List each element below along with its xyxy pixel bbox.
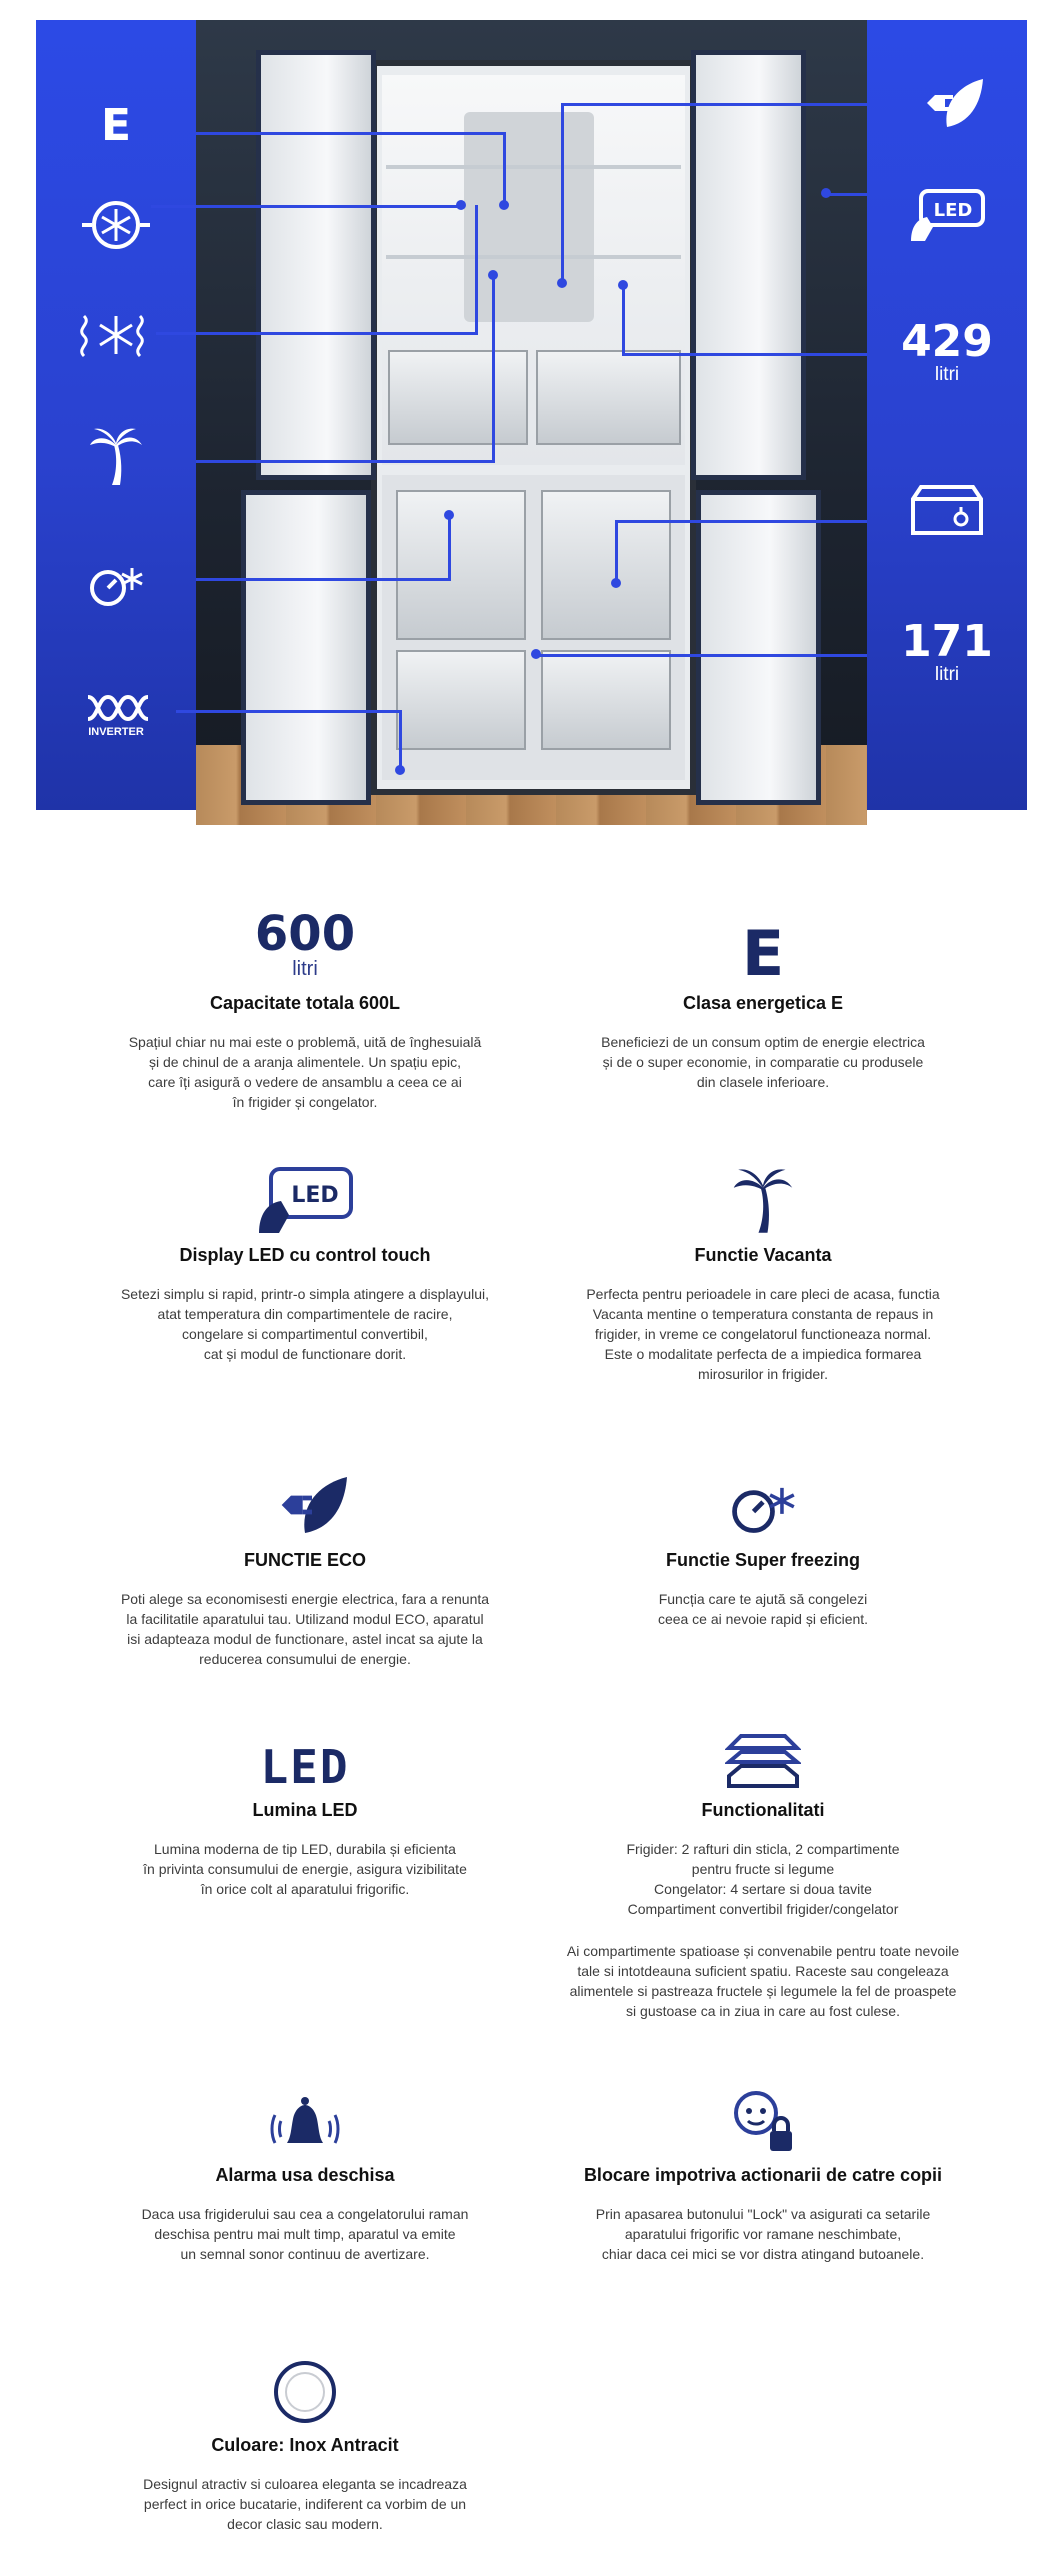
callout-line [399, 710, 402, 770]
feature-title: Alarma usa deschisa [215, 2165, 395, 2185]
fridge-capacity: 429 litri [901, 316, 993, 385]
feature-description-extra: Ai compartimente spatioase și convenabile pentru toate nevoile tale si intotdeauna suficient spatiu. Raceste sau congeleaza alimentele si pastreaza fructele și legumele la fel de proaspete si gustoase ca in ziua in care au fost culese. [566, 1943, 960, 2019]
callout-dot [444, 510, 454, 520]
snowflake-fan-icon [36, 190, 196, 260]
feature-description: Lumina moderna de tip LED, durabila și eficienta în privinta consumului de energie, asigura vizibilitate în orice colt al aparatului frigorific. [143, 1841, 467, 1897]
callout-line [561, 103, 867, 106]
feature-description: Spațiul chiar nu mai este o problemă, uită de înghesuială și de chinul de a aranja alimentele. Un spațiu epic, care îți asigură o vedere de ansamblu a ceea ce ai în frigider și congelator. [128, 1034, 482, 1110]
feature-door-alarm [90, 2085, 520, 2264]
feature-child-lock [548, 2085, 978, 2264]
glass-shelf [386, 165, 681, 169]
feature-description: Designul atractiv si culoarea eleganta se incadreaza perfect in orice bucatarie, indiferent ca vorbim de un decor clasic sau modern. [143, 2476, 467, 2532]
feature-led-display [90, 1165, 520, 1364]
feature-title: Culoare: Inox Antracit [211, 2435, 399, 2455]
feature-title: Functionalitati [701, 1800, 825, 1820]
callout-line [503, 132, 506, 207]
color-swatch-icon [90, 2355, 520, 2425]
fridge-photo [196, 20, 867, 825]
feature-led-light [90, 1730, 520, 1899]
freezer-drawer [541, 650, 671, 750]
freezer-drawer [396, 490, 526, 640]
feature-description: Setezi simplu si rapid, printr-o simpla atingere a displayului, atat temperatura din compartimentele de racire, congelare si compartimentul convertibil, cat și modul de functionare dorit. [120, 1286, 490, 1362]
energy-class-letter: E [741, 917, 785, 990]
fridge-door-left [256, 50, 376, 480]
freezer-door-right [696, 490, 821, 805]
feature-vacation [548, 1165, 978, 1384]
feature-title: Blocare impotriva actionarii de catre copii [583, 2165, 943, 2185]
energy-class-letter: E [100, 99, 132, 151]
child-lock-icon [548, 2085, 978, 2155]
callout-line [448, 515, 451, 581]
right-feature-panel [867, 20, 1027, 810]
snowflake-airflow-icon [36, 300, 196, 370]
feature-description: Funcția care te ajută să congelezi ceea ce ai nevoie rapid și eficient. [657, 1591, 869, 1627]
feature-title: Display LED cu control touch [179, 1245, 431, 1265]
callout-line [561, 103, 564, 283]
callout-line [156, 332, 478, 335]
feature-description: Beneficiezi de un consum optim de energie electrica și de o super economie, in comparatie cu produsele din clasele inferioare. [601, 1034, 925, 1090]
feature-title: Functie Vacanta [694, 1245, 832, 1265]
callout-dot [821, 188, 831, 198]
callout-dot [395, 765, 405, 775]
callout-dot [611, 578, 621, 588]
freezer-drawer [541, 490, 671, 640]
callout-line [196, 578, 451, 581]
callout-dot [456, 200, 466, 210]
feature-eco [90, 1470, 520, 1669]
feature-energy-class [548, 905, 978, 1092]
callout-line [196, 460, 494, 463]
svg-text:LED: LED [933, 200, 973, 221]
glass-shelf [386, 255, 681, 259]
stacked-shelves-icon [548, 1730, 978, 1790]
callout-line [826, 193, 867, 196]
eco-leaf-plug-icon [90, 1470, 520, 1540]
callout-line [492, 275, 495, 463]
feature-capacity [90, 905, 520, 1112]
freezer-capacity: 171 litri [901, 616, 993, 685]
inverter-icon: INVERTER [36, 680, 196, 750]
freezer-drawer [396, 650, 526, 750]
feature-description: Perfecta pentru perioadele in care pleci de acasa, functia Vacanta mentine o temperatura constanta de repaus in frigider, in vreme ce congelatorul functioneaza normal. Este o modalitate perfecta de a impiedica formarea mirosurilor in frigider. [586, 1286, 940, 1382]
callout-line [151, 205, 461, 208]
callout-line [475, 205, 478, 335]
callout-dot [531, 649, 541, 659]
feature-functions [548, 1730, 978, 2021]
led-touch-icon [90, 1165, 520, 1235]
callout-line [622, 285, 625, 355]
callout-dot [557, 278, 567, 288]
palm-tree-icon [548, 1165, 978, 1235]
eco-leaf-plug-icon [867, 65, 1027, 140]
feature-title: Lumina LED [252, 1800, 358, 1820]
freezer-door-left [241, 490, 371, 805]
feature-title: Functie Super freezing [665, 1550, 861, 1570]
callout-dot [618, 280, 628, 290]
callout-dot [488, 270, 498, 280]
callout-line [196, 132, 506, 135]
capacity-unit: litri [292, 958, 318, 980]
callout-line [615, 520, 618, 582]
crisper-drawer [536, 350, 681, 445]
callout-line [622, 353, 867, 356]
crisper-drawer [388, 350, 528, 445]
feature-description: Daca usa frigiderului sau cea a congelatorului raman deschisa pentru mai mult timp, aparatul va emite un semnal sonor continuu de avertizare. [141, 2206, 469, 2262]
fridge-door-right [691, 50, 806, 480]
feature-super-freezing [548, 1470, 978, 1629]
capacity-number: 600 [254, 906, 356, 962]
hero-banner [36, 20, 1027, 810]
feature-title: Clasa energetica E [682, 993, 844, 1013]
freezer-box-icon [867, 475, 1027, 545]
fridge-rear-panel [464, 112, 594, 322]
callout-line [615, 520, 867, 523]
led-touch-icon [867, 180, 1027, 250]
super-freeze-icon [548, 1470, 978, 1540]
palm-tree-icon [36, 420, 196, 490]
capacity-figure [90, 905, 520, 985]
feature-title: FUNCTIE ECO [243, 1550, 366, 1570]
bell-icon [90, 2085, 520, 2155]
left-feature-panel [36, 20, 196, 810]
callout-line [536, 654, 867, 657]
feature-color [90, 2355, 520, 2534]
feature-title: Capacitate totala 600L [209, 993, 401, 1013]
feature-description: Frigider: 2 rafturi din sticla, 2 compartimente pentru fructe si legume Congelator: 4 sertare si doua tavite Compartiment convertibil frigider/congelator [626, 1841, 900, 1917]
super-freeze-icon [36, 550, 196, 620]
feature-description: Prin apasarea butonului "Lock" va asigurati ca setarile aparatului frigorific vor ramane neschimbate, chiar daca cei mici se vor distra atingand butoanele. [595, 2206, 931, 2262]
callout-dot [499, 200, 509, 210]
feature-description: Poti alege sa economisesti energie electrica, fara a renunta la facilitatile aparatului tau. Utilizand modul ECO, aparatul isi adapteaza modul de functionare, astel incat sa ajute la reducerea consumului de energie. [120, 1591, 490, 1667]
led-icon: LED [260, 1740, 350, 1794]
svg-text:LED: LED [291, 1183, 339, 1208]
callout-line [176, 710, 401, 713]
